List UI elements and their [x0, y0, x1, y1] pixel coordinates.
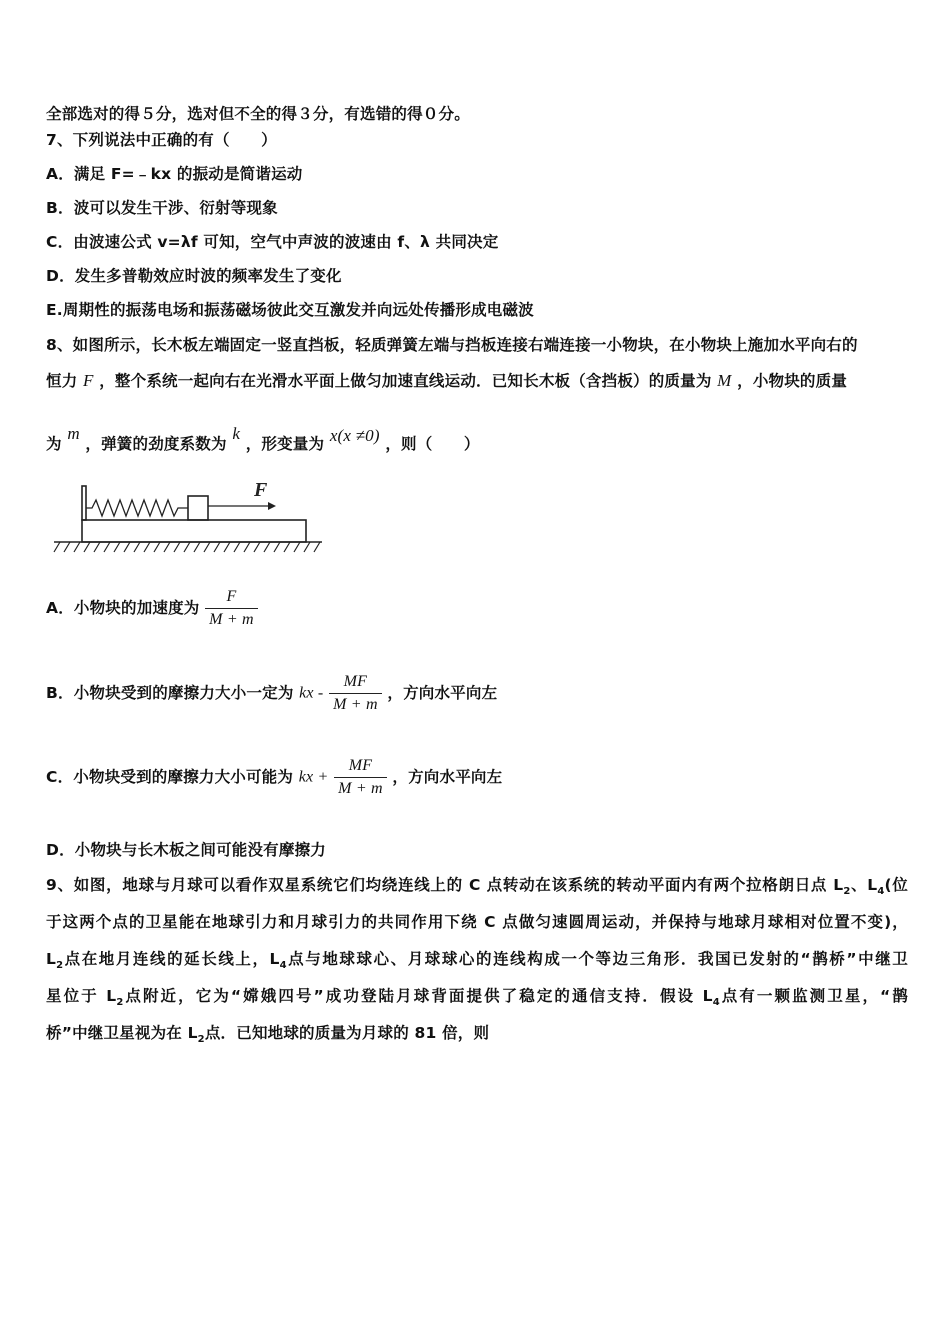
fraction-numerator: MF: [334, 757, 387, 778]
fraction-numerator: MF: [329, 673, 382, 694]
q8-text: ，形变量为: [245, 435, 325, 453]
wall-plate: [82, 486, 86, 520]
expr-kx-plus: kx +: [298, 768, 329, 786]
expr-kx-minus: kx -: [299, 684, 324, 702]
q8-option-d: D．小物块与长木板之间可能没有摩擦力: [46, 841, 326, 859]
question-9-line-4: [46, 984, 908, 1008]
q8-text: ，整个系统一起向右在光滑水平面上做匀加速直线运动．已知长木板（含挡板）的质量为: [99, 372, 712, 390]
q7-option-b: B．波可以发生干涉、衍射等现象: [46, 199, 278, 217]
fraction-numerator: F: [205, 588, 258, 609]
fraction-denominator: M + m: [209, 611, 254, 628]
q9-text: 点与地球球心、月球球心的连线构成一个等边三角形．我国已发射的“鹊桥”中继卫: [286, 950, 908, 968]
q9-text: 星位于 L: [46, 987, 117, 1005]
fraction-MF-over-Mm: [334, 757, 387, 798]
q8-option-c: [46, 757, 502, 798]
var-m: m: [67, 424, 80, 443]
q7-option-e: E.周期性的振荡电场和振荡磁场彼此交互激发并向远处传播形成电磁波: [46, 301, 534, 319]
q7-option-c: C．由波速公式 v=λf 可知，空气中声波的波速由 f、λ 共同决定: [46, 233, 499, 251]
q8-text: ，则（ ）: [385, 435, 480, 453]
q8-option-c-text: C．小物块受到的摩擦力大小可能为: [46, 768, 294, 786]
var-F: F: [83, 371, 94, 390]
q7-option-a: A．满足 F=﹣kx 的振动是简谐运动: [46, 165, 303, 183]
q9-text: 点有一颗监测卫星，“鹊: [719, 987, 908, 1005]
subscript: 4: [712, 997, 720, 1009]
question-7-stem: 7、下列说法中正确的有（ ）: [46, 131, 277, 149]
q8-option-a: [46, 588, 258, 629]
small-block: [188, 496, 208, 520]
force-arrow-head: [268, 502, 276, 510]
subscript: 2: [843, 886, 851, 898]
q9-text: 点在地月连线的延长线上，L: [63, 950, 280, 968]
var-M: M: [717, 371, 732, 390]
question-9-line-3: [46, 947, 908, 971]
question-8-line-1: 8、如图所示，长木板左端固定一竖直挡板，轻质弹簧左端与挡板连接右端连接一小物块，在小物块上施加水平向右的: [46, 336, 858, 354]
q8-text: ，弹簧的劲度系数为: [85, 435, 227, 453]
expr-x: x(x ≠0): [329, 426, 380, 445]
q9-text: L: [46, 950, 57, 968]
q9-text: 9、如图，地球与月球可以看作双星系统它们均绕连线上的 C 点转动在该系统的转动平面内有两个拉格朗日点 L: [46, 876, 844, 894]
fraction-denominator: M + m: [338, 780, 383, 797]
question-9-line-1: [46, 873, 908, 897]
long-board: [82, 520, 306, 542]
q8-text: 恒力: [46, 372, 78, 390]
fraction-F-over-Mm: [205, 588, 258, 629]
q9-text: 、L: [850, 876, 878, 894]
q9-text: 点附近，它为“嫦娥四号”成功登陆月球背面提供了稳定的通信支持．假设 L: [123, 987, 713, 1005]
spring-block-figure: [50, 478, 330, 556]
q8-option-b-direction: ，方向水平向左: [387, 684, 498, 702]
subscript: 4: [279, 960, 287, 972]
intro-line: 全部选对的得５分，选对但不全的得３分，有选错的得０分。: [46, 105, 470, 123]
q8-option-c-direction: ，方向水平向左: [392, 768, 503, 786]
q8-option-b: [46, 673, 497, 714]
subscript: 4: [877, 886, 885, 898]
question-9-line-2: 于这两个点的卫星能在地球引力和月球引力的共同作用下绕 C 点做匀速圆周运动，并保持与地球月球相对位置不变)，: [46, 913, 908, 931]
subscript: 2: [56, 960, 64, 972]
question-8-line-2: [46, 369, 847, 391]
ground-hatching: [54, 542, 320, 552]
spring: [86, 500, 188, 516]
q9-text: (位: [884, 876, 908, 894]
q7-option-d: D．发生多普勒效应时波的频率发生了变化: [46, 267, 342, 285]
q9-text: 桥”中继卫星视为在 L: [46, 1024, 198, 1042]
q8-option-a-text: A．小物块的加速度为: [46, 599, 200, 617]
question-9-line-5: [46, 1021, 489, 1045]
q8-option-b-text: B．小物块受到的摩擦力大小一定为: [46, 684, 294, 702]
var-k: k: [232, 424, 241, 443]
force-label: F: [254, 479, 268, 501]
question-8-line-3: [46, 424, 480, 454]
subscript: 2: [116, 997, 124, 1009]
q8-text: ，小物块的质量: [737, 372, 848, 390]
q8-text: 为: [46, 435, 62, 453]
fraction-denominator: M + m: [333, 696, 378, 713]
subscript: 2: [197, 1034, 205, 1046]
q9-text: 点．已知地球的质量为月球的 81 倍，则: [204, 1024, 490, 1042]
fraction-MF-over-Mm: [329, 673, 382, 714]
